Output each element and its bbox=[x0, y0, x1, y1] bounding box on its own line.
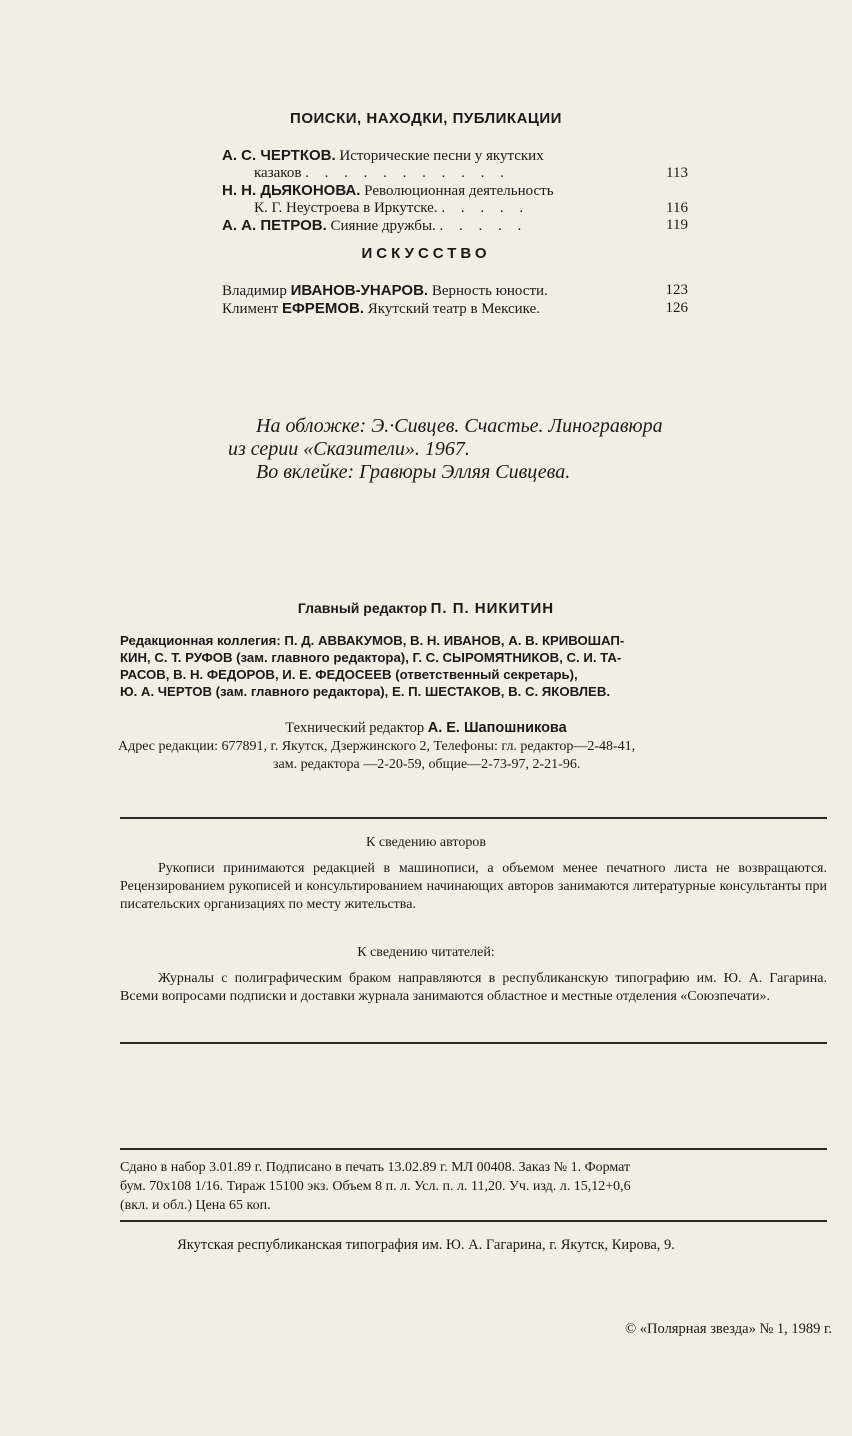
toc-entry: Климент ЕФРЕМОВ. Якутский театр в Мексике. 126 bbox=[222, 300, 688, 317]
toc-author: А. С. ЧЕРТКОВ. bbox=[222, 147, 336, 164]
toc-section-2 bbox=[222, 282, 688, 318]
cover-note-line3: Во вклейке: Гравюры Элляя Сивцева. bbox=[256, 461, 571, 483]
chief-editor: Главный редактор П. П. НИКИТИН bbox=[297, 600, 555, 617]
readers-info-text: Журналы с полиграфическим браком направляются в республиканскую типографию им. Ю. А. Гагарина. Всеми вопросами подписки и доставки журнала занимаются областное и местные отделения «Союзпечати». bbox=[120, 971, 827, 1004]
divider bbox=[120, 1220, 827, 1222]
toc-author: ИВАНОВ-УНАРОВ. bbox=[290, 282, 429, 299]
toc-entry-cont: казаков . . . . . . . . . . . 113 bbox=[254, 165, 688, 181]
cover-note-line2: из серии «Сказители». 1967. bbox=[228, 438, 470, 460]
toc-entry: Владимир ИВАНОВ-УНАРОВ. Верность юности. 123 bbox=[222, 282, 688, 299]
divider bbox=[120, 817, 827, 819]
toc-entry-cont: К. Г. Неустроева в Иркутске. . . . . . 116 bbox=[254, 200, 688, 216]
editorial-address: Адрес редакции: 677891, г. Якутск, Дзержинского 2, Телефоны: гл. редактор—2-48-41, зам. редактора —2-20-59, общие—2-73-97, 2-21-96. bbox=[118, 739, 636, 772]
toc-entry: А. А. ПЕТРОВ. Сияние дружбы. . . . . . 119 bbox=[222, 217, 688, 234]
toc-page: 116 bbox=[666, 200, 688, 216]
toc-entry: Н. Н. ДЬЯКОНОВА. Революционная деятельность bbox=[222, 182, 554, 199]
editorial-board: Редакционная коллегия: П. Д. АВВАКУМОВ, В. Н. ИВАНОВ, А. В. КРИВОШАП- КИН, С. Т. РУФОВ (зам. главного редактора), Г. С. СЫРОМЯТНИКОВ, С. И. ТА- РАСОВ, В. Н. ФЕДОРОВ, И. Е. ФЕДОСЕЕВ (ответственный секретарь), Ю. А. ЧЕРТОВ (зам. главного редактора), Е. П. ШЕСТАКОВ, В. С. ЯКОВЛЕВ. bbox=[120, 633, 625, 699]
authors-info-title: К сведению авторов bbox=[366, 835, 486, 850]
toc-page: 119 bbox=[666, 217, 688, 233]
toc-author: Н. Н. ДЬЯКОНОВА. bbox=[222, 182, 361, 199]
toc-page: 123 bbox=[665, 282, 688, 298]
printer-info: Якутская республиканская типография им. Ю. А. Гагарина, г. Якутск, Кирова, 9. bbox=[177, 1237, 675, 1253]
imprint: Сдано в набор 3.01.89 г. Подписано в печать 13.02.89 г. МЛ 00408. Заказ № 1. Формат бум. 70х108 1/16. Тираж 15100 экз. Объем 8 п. л. Усл. п. л. 11,20. Уч. изд. л. 15,12+0,6 (вкл. и обл.) Цена 65 коп. bbox=[120, 1160, 631, 1213]
section-title-search: ПОИСКИ, НАХОДКИ, ПУБЛИКАЦИИ bbox=[290, 110, 562, 127]
toc-page: 113 bbox=[666, 165, 688, 181]
cover-note-line1: На обложке: Э.·Сивцев. Счастье. Линогравюра bbox=[256, 415, 663, 437]
toc-entry: А. С. ЧЕРТКОВ. Исторические песни у якутских bbox=[222, 147, 544, 164]
toc-author: А. А. ПЕТРОВ. bbox=[222, 217, 327, 234]
copyright: © «Полярная звезда» № 1, 1989 г. bbox=[625, 1321, 832, 1337]
cover-note bbox=[228, 415, 663, 484]
toc-section-1 bbox=[222, 147, 688, 235]
tech-editor: Технический редактор А. Е. Шапошникова bbox=[285, 720, 567, 736]
divider bbox=[120, 1042, 827, 1044]
divider bbox=[120, 1148, 827, 1150]
authors-info-text: Рукописи принимаются редакцией в машинописи, а объемом менее печатного листа не возвращаются. Рецензированием рукописей и консультированием начинающих авторов занимаются литературные консультанты при писательских организациях по месту жительства. bbox=[120, 861, 827, 912]
toc-author: ЕФРЕМОВ. bbox=[282, 300, 364, 317]
toc-page: 126 bbox=[665, 300, 688, 316]
section-title-art: ИСКУССТВО bbox=[361, 245, 491, 262]
readers-info-title: К сведению читателей: bbox=[357, 945, 495, 960]
